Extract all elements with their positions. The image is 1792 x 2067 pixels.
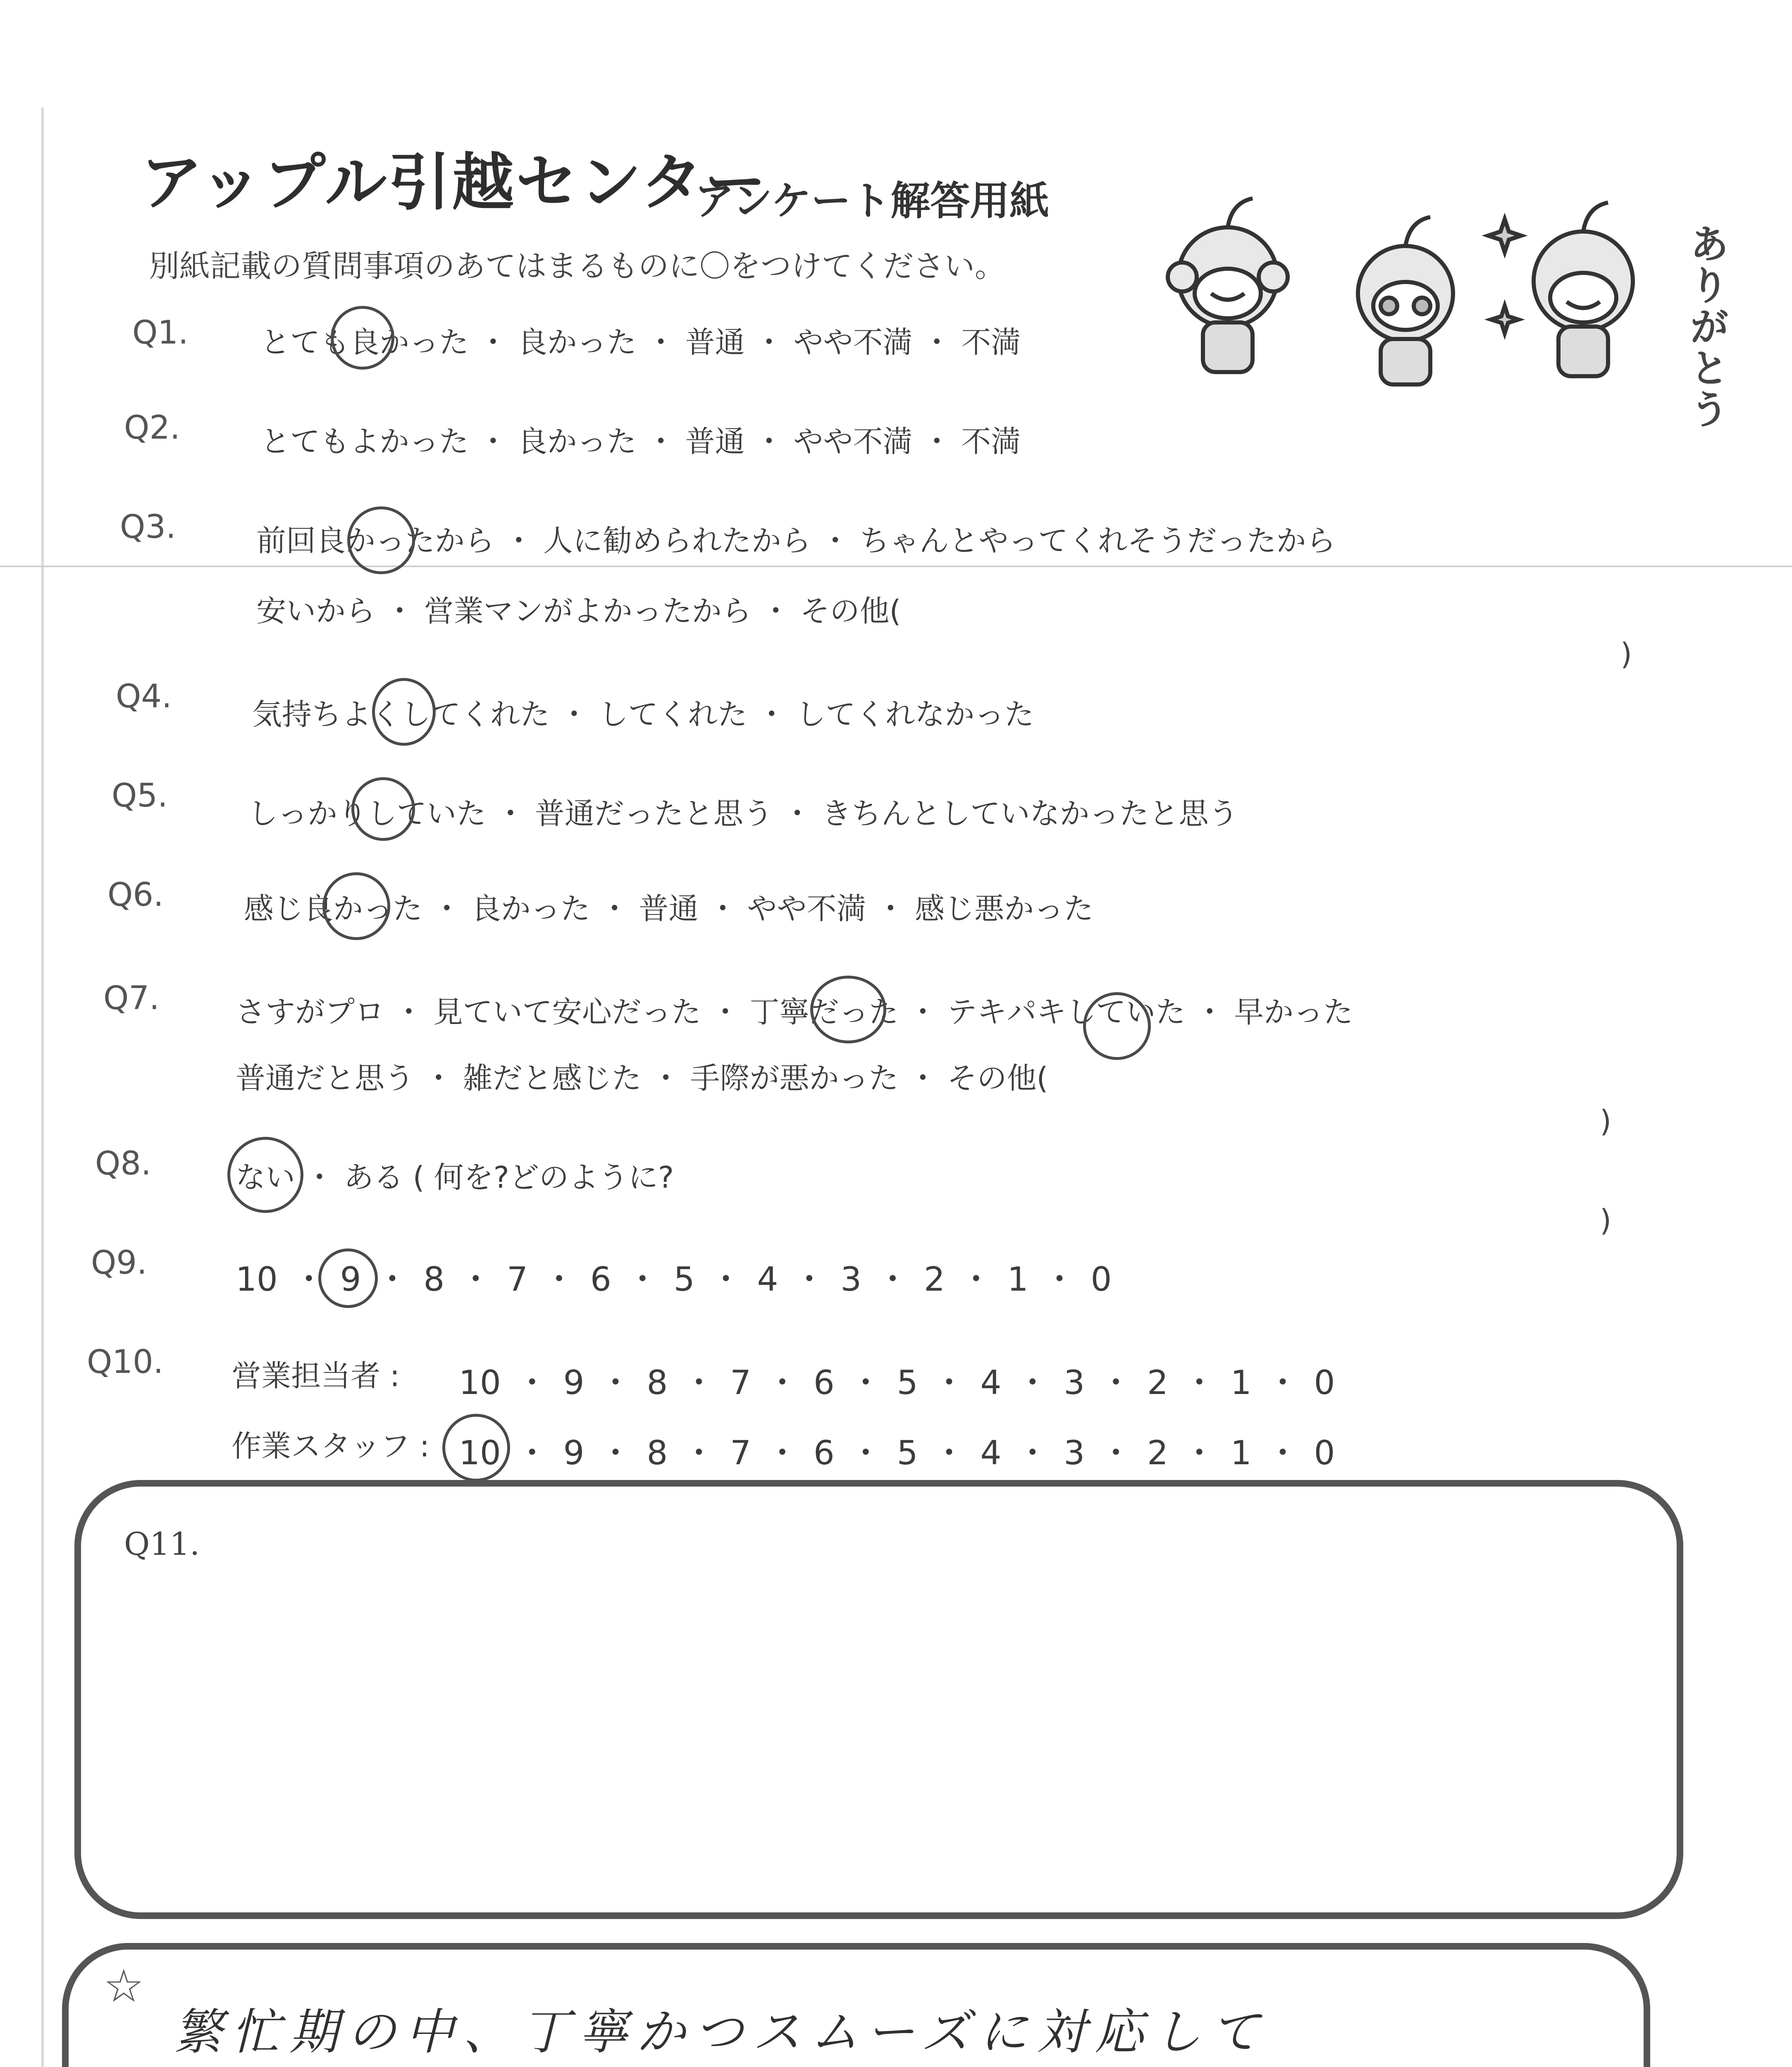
scan-artifact-line <box>0 566 1792 567</box>
q10-sales-label: 営業担当者 : <box>231 1358 400 1393</box>
star-icon: ☆ <box>103 1960 144 2012</box>
q3-options-line1: 前回良かったから ・ 人に勧められたから ・ ちゃんとやってくれそうだったから <box>256 523 1336 558</box>
q9-answer-circle <box>318 1248 378 1308</box>
brand-title: アップル引越センター <box>141 147 768 219</box>
q3-close-paren: ) <box>1620 637 1632 671</box>
q4-number: Q4. <box>116 678 172 715</box>
q1-number: Q1. <box>132 314 189 351</box>
q8-close-paren: ) <box>1600 1203 1612 1238</box>
q9-number: Q9. <box>91 1244 147 1282</box>
mascot-caption: ありがとう <box>1683 223 1730 430</box>
form-instruction: 別紙記載の質問事項のあてはまるものに〇をつけてください。 <box>149 248 1005 284</box>
mascot-monkeys-illustration <box>1149 182 1687 430</box>
q7-number: Q7. <box>103 980 160 1017</box>
q5-number: Q5. <box>112 777 168 814</box>
q10-staff-scale: 10 ・ 9 ・ 8 ・ 7 ・ 6 ・ 5 ・ 4 ・ 3 ・ 2 ・ 1 ・ 0 <box>459 1434 1335 1472</box>
q4-options: 気持ちよくしてくれた ・ してくれた ・ してくれなかった <box>252 697 1034 732</box>
q1-options: とても良かった ・ 良かった ・ 普通 ・ やや不満 ・ 不満 <box>260 325 1021 360</box>
q7-close-paren: ) <box>1600 1104 1612 1139</box>
q7-answer-circle-2 <box>1083 992 1151 1060</box>
q10-number: Q10. <box>87 1344 164 1381</box>
q2-number: Q2. <box>124 409 180 446</box>
q3-number: Q3. <box>120 508 176 546</box>
q10-staff-label: 作業スタッフ : <box>231 1429 430 1463</box>
q11-answer-box <box>74 1480 1683 1919</box>
q10-sales-scale: 10 ・ 9 ・ 8 ・ 7 ・ 6 ・ 5 ・ 4 ・ 3 ・ 2 ・ 1 ・ 0 <box>459 1363 1335 1402</box>
q6-answer-circle <box>322 872 390 940</box>
q4-answer-circle <box>372 678 436 746</box>
q1-answer-circle <box>331 306 394 370</box>
q5-options: しっかりしていた ・ 普通だったと思う ・ きちんとしていなかったと思う <box>248 796 1238 831</box>
q9-scale: 10 ・ 9 ・ 8 ・ 7 ・ 6 ・ 5 ・ 4 ・ 3 ・ 2 ・ 1 ・ 0 <box>236 1260 1112 1298</box>
q7-answer-circle-1 <box>810 976 886 1043</box>
q8-answer-circle <box>227 1137 303 1213</box>
q3-options-line2: 安いから ・ 営業マンがよかったから ・ その他( <box>256 594 901 628</box>
q2-options: とてもよかった ・ 良かった ・ 普通 ・ やや不満 ・ 不満 <box>260 424 1021 459</box>
q8-number: Q8. <box>95 1145 151 1182</box>
q10-staff-answer-circle <box>442 1414 510 1482</box>
q5-answer-circle <box>351 777 415 841</box>
q8-options: ない ・ ある ( 何を?どのように? <box>236 1160 674 1195</box>
q7-options-line2: 普通だと思う ・ 雑だと感じた ・ 手際が悪かった ・ その他( <box>236 1061 1048 1096</box>
q11-number: Q11. <box>124 1525 200 1562</box>
comment-line-1: 繁忙期の中、丁寧かつスムーズに対応して <box>174 2003 1269 2060</box>
q7-options-line1: さすがプロ ・ 見ていて安心だった ・ 丁寧だった ・ テキパキしていた ・ 早かった <box>236 995 1353 1029</box>
q3-answer-circle <box>347 506 415 574</box>
q6-number: Q6. <box>107 876 164 914</box>
q6-options: 感じ良かった ・ 良かった ・ 普通 ・ やや不満 ・ 感じ悪かった <box>244 891 1094 926</box>
form-subtitle: アンケート解答用紙 <box>694 178 1050 224</box>
paper-edge <box>41 107 44 2067</box>
